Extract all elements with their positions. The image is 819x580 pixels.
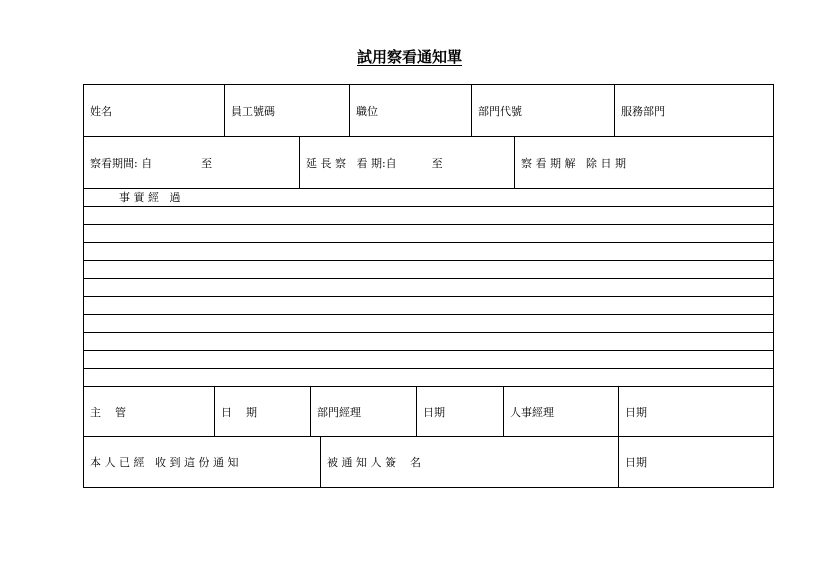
release-date-cell: 察 看 期 解 除 日 期 bbox=[514, 137, 773, 188]
ruled-line bbox=[84, 225, 773, 243]
position-cell: 職位 bbox=[349, 85, 471, 136]
form-title bbox=[0, 47, 819, 67]
probation-notice-form bbox=[83, 84, 774, 488]
acknowledgement-row bbox=[84, 437, 773, 487]
ruled-line bbox=[84, 315, 773, 333]
service-department-cell: 服務部門 bbox=[614, 85, 773, 136]
ruled-line bbox=[84, 189, 773, 207]
ruled-line bbox=[84, 261, 773, 279]
notified-signature-cell: 被 通 知 人 簽 名 bbox=[320, 437, 618, 487]
department-manager-date-cell: 日期 bbox=[416, 387, 503, 436]
extended-period-cell: 延 長 察 看 期:自 至 bbox=[299, 137, 514, 188]
employee-number-cell: 員工號碼 bbox=[224, 85, 349, 136]
department-manager-cell: 部門經理 bbox=[310, 387, 416, 436]
period-row bbox=[84, 137, 773, 189]
observation-period-cell: 察看期間: 自 至 bbox=[90, 156, 213, 170]
info-row bbox=[84, 85, 773, 137]
ruled-line bbox=[84, 243, 773, 261]
supervisor-cell: 主 管 bbox=[90, 405, 126, 419]
approval-row bbox=[84, 387, 773, 437]
ruled-line bbox=[84, 333, 773, 351]
name-cell: 姓名 bbox=[90, 104, 112, 118]
ruled-line bbox=[84, 351, 773, 369]
facts-label: 事 實 經 過 bbox=[119, 191, 181, 204]
form-title-text: 試用察看通知單 bbox=[356, 48, 462, 66]
acknowledgement-date-cell: 日期 bbox=[618, 437, 773, 487]
supervisor-date-cell: 日 期 bbox=[214, 387, 310, 436]
ruled-line bbox=[84, 297, 773, 315]
department-code-cell: 部門代號 bbox=[471, 85, 614, 136]
acknowledgement-cell: 本 人 已 經 收 到 這 份 通 知 bbox=[90, 456, 239, 469]
hr-manager-cell: 人事經理 bbox=[503, 387, 618, 436]
facts-section bbox=[84, 189, 773, 387]
ruled-line bbox=[84, 279, 773, 297]
ruled-line bbox=[84, 207, 773, 225]
hr-manager-date-cell: 日期 bbox=[618, 387, 773, 436]
